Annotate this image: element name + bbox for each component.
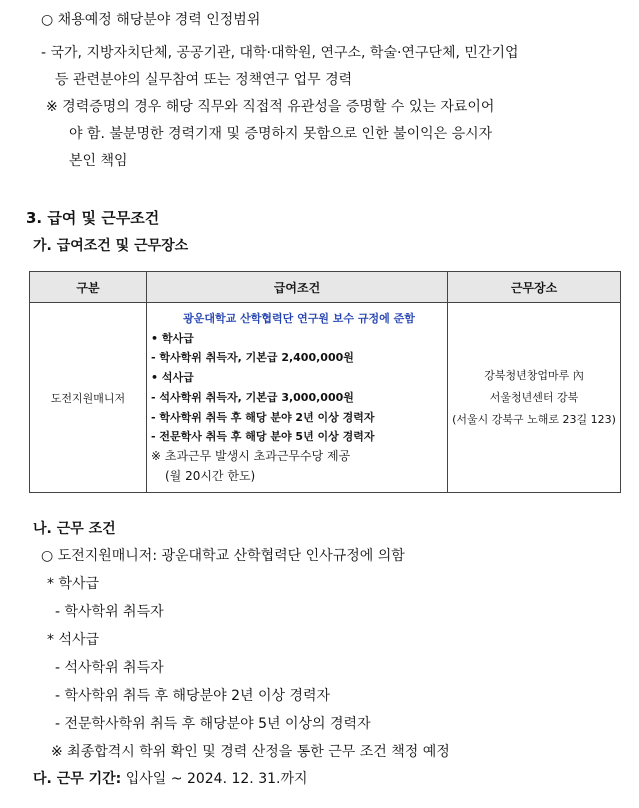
associate-5yr-experience: - 전문학사 취득 후 해당 분야 5년 이상 경력자 [151, 430, 375, 444]
work-condition-line: - 전문학사학위 취득 후 해당분야 5년 이상의 경력자 [55, 716, 371, 732]
work-condition-note: ※ 최종합격시 학위 확인 및 경력 산정을 통한 근무 조건 책정 예정 [51, 744, 450, 760]
overtime-note: ※ 초과근무 발생시 초과근무수당 제공 [151, 448, 351, 463]
workplace-cell [448, 303, 621, 493]
master-level-label: • 석사급 [151, 371, 194, 385]
experience-range-heading: ○ 채용예정 해당분야 경력 인정범위 [41, 12, 261, 28]
workplace-line2: 서울청년센터 강북 [489, 390, 579, 404]
pay-conditions-cell [147, 303, 448, 493]
work-condition-line: ○ 도전지원매니저: 광운대학교 산학협력단 인사규정에 의함 [41, 548, 405, 564]
position-cell: 도전지원매니저 [30, 303, 147, 493]
work-condition-line: - 석사학위 취득자 [55, 660, 164, 676]
section-3-title: 3. 급여 및 근무조건 [26, 209, 160, 227]
experience-item-line1: - 국가, 지방자치단체, 공공기관, 대학·대학원, 연구소, 학술·연구단체, 민간기업 [41, 45, 519, 61]
experience-note-line1: ※ 경력증명의 경우 해당 직무와 직접적 유관성을 증명할 수 있는 자료이어 [46, 99, 495, 115]
pay-regulation-note: 광운대학교 산학협력단 연구원 보수 규정에 준함 [183, 312, 415, 325]
master-pay: - 석사학위 취득자, 기본급 3,000,000원 [151, 390, 354, 404]
work-condition-line: * 석사급 [47, 632, 100, 648]
header-category: 구분 [30, 272, 147, 303]
bachelor-2yr-experience: - 학사학위 취득 후 해당 분야 2년 이상 경력자 [151, 410, 375, 424]
work-period-label: 다. 근무 기간: [33, 771, 122, 787]
work-condition-line: * 학사급 [47, 576, 100, 592]
experience-note-line2: 야 함. 불분명한 경력기재 및 증명하지 못함으로 인한 불이익은 응시자 [69, 126, 493, 142]
header-pay-conditions: 급여조건 [147, 272, 448, 303]
overtime-limit: (월 20시간 한도) [165, 468, 256, 483]
table-row [30, 303, 621, 493]
section-3b-title: 나. 근무 조건 [33, 521, 116, 537]
experience-note-line3: 본인 책임 [69, 153, 128, 169]
work-period-value: 입사일 ~ 2024. 12. 31.까지 [125, 771, 308, 787]
bachelor-level-label: • 학사급 [151, 331, 194, 345]
experience-item-line2: 등 관련분야의 실무참여 또는 정책연구 업무 경력 [55, 72, 353, 88]
section-3a-title: 가. 급여조건 및 근무장소 [33, 238, 189, 254]
header-workplace: 근무장소 [448, 272, 621, 303]
work-condition-line: - 학사학위 취득자 [55, 604, 164, 620]
work-period [33, 769, 308, 789]
workplace-line1: 강북청년창업마루 內 [484, 368, 584, 382]
work-condition-line: - 학사학위 취득 후 해당분야 2년 이상 경력자 [55, 688, 331, 704]
pay-conditions-table [29, 271, 621, 493]
bachelor-pay: - 학사학위 취득자, 기본급 2,400,000원 [151, 351, 354, 365]
table-header-row [30, 272, 621, 303]
workplace-address: (서울시 강북구 노해로 23길 123) [452, 412, 616, 426]
